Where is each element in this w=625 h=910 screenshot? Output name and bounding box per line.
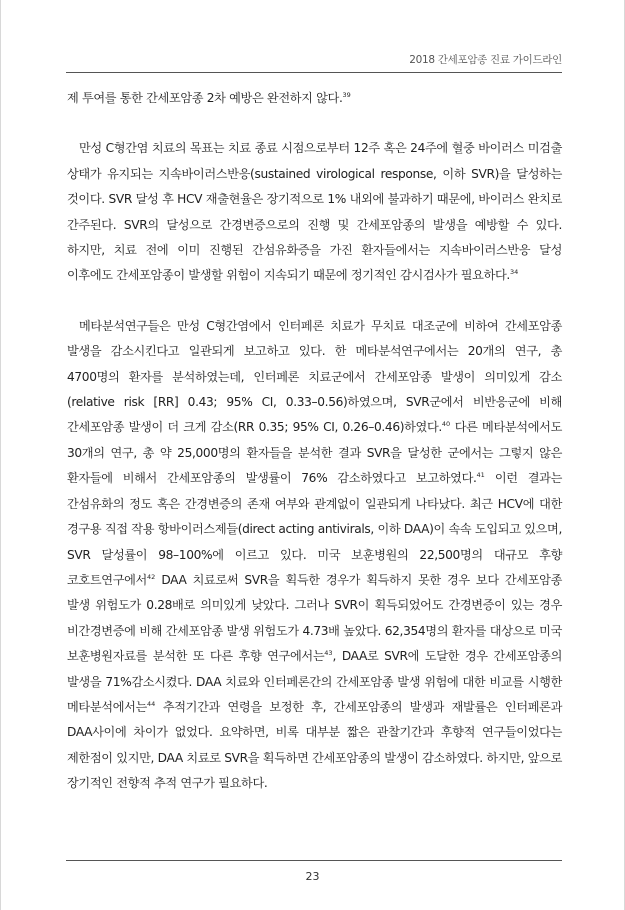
text-segment: , DAA로 SVR에 도달한 경우 간세포암종의 발생을 71%감소시켰다. DAA 치료와 인터페론간의 간세포암종 발생 위험에 대한 비교를 시행한 메타분석에서는 (67, 649, 562, 714)
header-title: 2018 간세포암종 진료 가이드라인 (409, 54, 562, 66)
text-segment: 만성 C형간염 치료의 목표는 치료 종료 시점으로부터 12주 혹은 24주에 혈중 바이러스 미검출 상태가 유지되는 지속바이러스반응(sustained virological response, 이하 SVR)을 달성하는 것이다. SVR 달성 후 HCV 재출현율은 장기적으로 1% 내외에 불과하기 때문에, 바이러스 완치로 간주된다. SVR의 달성으로 간경변증으로의 진행 및 간세포암종의 발생을 예방할 수 있다. 하지만, 치료 전에 이미 진행된 간섬유화증을 가진 환자들에서는 지속바이러스반응 달성 이후에도 간세포암종이 발생할 위험이 지속되기 때문에 정기적인 감시검사가 필요하다. (67, 141, 562, 283)
page-number: 23 (305, 870, 320, 883)
text-segment: 메타분석연구들은 만성 C형간염에서 인터페론 치료가 무치료 대조군에 비하여 간세포암종 발생을 감소시킨다고 일관되게 보고하고 있다. 한 메타분석연구에서는 20개의 연구, 총 4700명의 환자를 분석하였는데, 인터페론 치료군에서 간세포암종 발생이 의미있게 감소(relative risk [RR] 0.43; 95% CI, 0.33–0.56)하였으며, SVR군에서 비반응군에 비해 간세포암종 발생이 더 크게 감소(RR 0.35; 95% CI, 0.26–0.46)하였다. (67, 318, 562, 435)
running-header (66, 40, 562, 73)
citation-ref: 43 (324, 649, 333, 658)
text-segment: 다른 메타분석에서도 30개의 연구, 총 약 25,000명의 환자들을 분석한 결과 SVR을 달성한 군에서는 그렇지 않은 환자들에 비해서 간세포암종의 발생률이 76% 감소하였다고 보고하였다. (67, 420, 562, 486)
text-segment: DAA 치료로써 SVR을 획득한 경우가 획득하지 못한 경우 보다 간세포암종 발생 위험도가 0.28배로 의미있게 낮았다. 그러나 SVR이 획득되었어도 간경변증이 있는 경우 비간경변증에 비해 간세포암종 발생 위험도가 4.73배 높았다. 62,354명의 환자를 대상으로 미국 보훈병원자료를 분석한 또 다른 후향 연구에서는 (67, 572, 562, 664)
footer-divider (66, 860, 562, 861)
paragraph-continuation (67, 86, 562, 111)
text-segment: 추적기간과 연령을 보정한 후, 간세포암종의 발생과 재발률은 인터페론과 DAA사이에 차이가 없었다. 요약하면, 비록 대부분 짧은 관찰기간과 후향적 연구들이었다는 제한점이 있지만, DAA 치료로 SVR을 획득하면 간세포암종의 발생이 감소하였다. 하지만, 앞으로 장기적인 전향적 추적 연구가 필요하다. (67, 699, 562, 791)
body-text (67, 86, 562, 822)
citation-ref: 41 (476, 471, 485, 480)
text-segment: 제 투여를 통한 간세포암종 2차 예방은 완전하지 않다. (67, 91, 343, 105)
citation-ref: 34 (509, 268, 519, 277)
paragraph-meta-analysis (67, 314, 562, 797)
citation-ref: 42 (146, 572, 156, 581)
citation-ref: 44 (146, 699, 156, 708)
paragraph-svr-goal (67, 136, 562, 288)
text-segment: 이런 결과는 간섬유화의 정도 혹은 간경변증의 존재 여부와 관계없이 일관되게 나타났다. 최근 HCV에 대한 경구용 직접 작용 항바이러스제들(direct acting antivirals, 이하 DAA)이 속속 도입되고 있으며, SVR 달성률이 98–100%에 이르고 있다. 미국 보훈병원의 22,500명의 대규모 후향 코호트연구에서 (67, 471, 562, 587)
citation-ref: 40 (441, 420, 451, 429)
citation-ref: 39 (342, 90, 351, 99)
